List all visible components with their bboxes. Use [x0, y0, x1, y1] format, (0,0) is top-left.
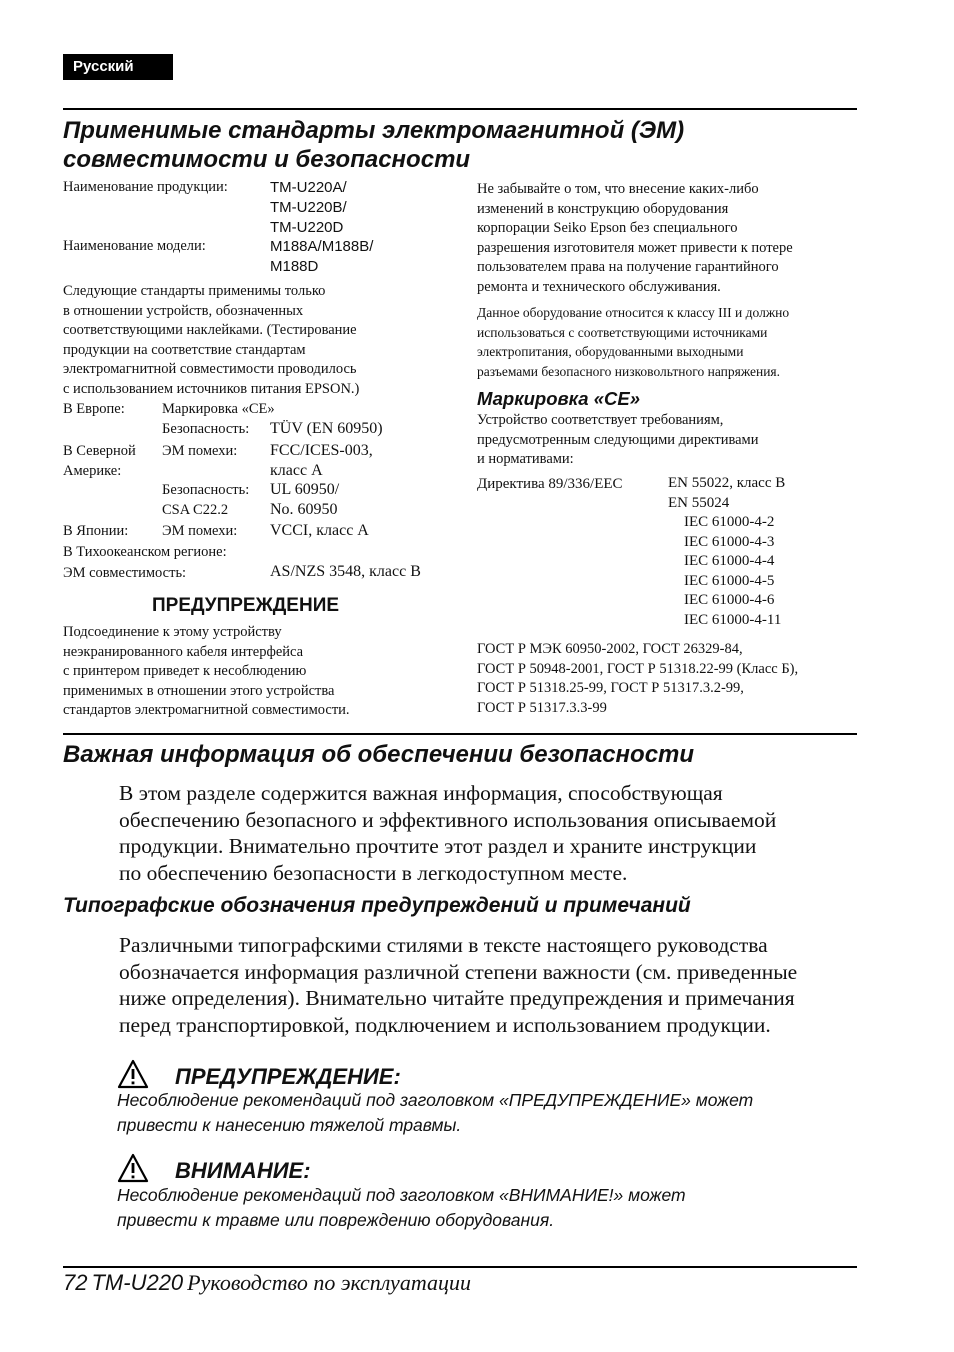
paragraph-line: изменений в конструкцию оборудования: [477, 200, 729, 217]
paragraph-line: Устройство соответствует требованиям,: [477, 412, 724, 428]
section-title-conventions: Типографские обозначения предупреждений и примечаний: [63, 894, 691, 917]
standard-item: IEC 61000-4-4: [684, 553, 775, 569]
product-label: Наименование продукции:: [63, 179, 228, 195]
paragraph-line: применимых в отношении этого устройства: [63, 682, 335, 699]
standard-item: EN 55024: [668, 494, 730, 511]
paragraph-line: привести к нанесению тяжелой травмы.: [117, 1115, 462, 1135]
model-label: Наименование модели:: [63, 238, 206, 254]
standard-item: IEC 61000-4-5: [684, 572, 775, 589]
paragraph-line: и нормативами:: [477, 451, 574, 467]
language-tag: Русский: [63, 54, 173, 80]
ce-mark-label: Маркировка «CE»: [162, 401, 275, 417]
class-note: [477, 303, 872, 381]
section-rule: [63, 733, 857, 735]
section-title-safety: Важная информация об обеспечении безопасности: [63, 741, 695, 768]
caution-notice-title: ВНИМАНИЕ:: [175, 1158, 311, 1183]
paragraph-line: В этом разделе содержится важная информация, способствующая: [119, 781, 723, 805]
paragraph-line: разрешения изготовителя может привести к потере: [477, 239, 793, 256]
model-value: M188A/M188B/: [270, 238, 374, 255]
warning-triangle-icon: [117, 1153, 149, 1183]
safety-label-line: Безопасность:: [162, 482, 250, 498]
safety-label: [162, 481, 249, 520]
paragraph-line: неэкранированного кабеля интерфейса: [63, 643, 304, 660]
warning-text: [63, 623, 463, 721]
region-line: В Северной: [63, 443, 136, 459]
gost-line: ГОСТ Р 51318.25-99, ГОСТ Р 51317.3.2-99,: [477, 680, 744, 696]
paragraph-line: Несоблюдение рекомендаций под заголовком «ПРЕДУПРЕЖДЕНИЕ» может: [117, 1090, 754, 1110]
paragraph-line: перед транспортировкой, подключением и использованием продукции.: [119, 1012, 771, 1037]
footer-model: TM-U220: [91, 1270, 184, 1295]
conventions-intro: [119, 932, 859, 1038]
gost-line: ГОСТ Р МЭК 60950-2002, ГОСТ 26329-84,: [477, 641, 743, 657]
top-rule: [63, 108, 857, 110]
region-north-america: [63, 442, 136, 481]
paragraph-line: с принтером приведет к несоблюдению: [63, 663, 307, 679]
warning-triangle-icon: [117, 1059, 149, 1089]
page-footer: [63, 1270, 471, 1296]
gost-line: ГОСТ Р 50948-2001, ГОСТ Р 51318.22-99 (Класс Б),: [477, 660, 799, 677]
section-title-standards: [63, 116, 863, 174]
ce-heading: Маркировка «CE»: [477, 388, 640, 409]
ce-intro: [477, 411, 867, 470]
safety-value: [270, 480, 339, 520]
paragraph-line: Подсоединение к этому устройству: [63, 624, 282, 640]
paragraph-line: стандартов электромагнитной совместимости.: [63, 702, 350, 718]
product-value: TM-U220B/: [270, 199, 347, 216]
safety-label: Безопасность:: [162, 421, 250, 437]
product-value: TM-U220D: [270, 219, 344, 236]
paragraph-line: пользователем права на получение гарантийного: [477, 259, 779, 275]
emi-value: VCCI, класс А: [270, 522, 369, 539]
warning-notice-title: ПРЕДУПРЕЖДЕНИЕ:: [175, 1064, 401, 1089]
emc-label: ЭМ совместимость:: [63, 565, 187, 581]
model-values: [270, 237, 373, 277]
safety-value-line: UL 60950/: [270, 481, 340, 498]
model-value: M188D: [270, 258, 319, 275]
paragraph-line: по обеспечению безопасности в легкодоступном месте.: [119, 860, 628, 885]
paragraph-line: Несоблюдение рекомендаций под заголовком «ВНИМАНИЕ!» может: [117, 1185, 686, 1205]
section-title-line-1: Применимые стандарты электромагнитной (ЭМ): [63, 117, 685, 144]
safety-label-line: CSA C22.2: [162, 501, 229, 518]
caution-notice-text: [117, 1183, 857, 1233]
safety-value: TÜV (EN 60950): [270, 420, 383, 437]
paragraph-line: продукции. Внимательно прочтите этот раздел и храните инструкции: [119, 834, 757, 858]
paragraph-line: привести к травме или повреждению оборудования.: [117, 1210, 555, 1230]
paragraph-line: Следующие стандарты применимы только: [63, 283, 326, 299]
paragraph-line: электропитания, оборудованными выходными: [477, 344, 744, 359]
paragraph-line: Не забывайте о том, что внесение каких-либо: [477, 181, 759, 197]
footer-rule: [63, 1266, 857, 1268]
paragraph-line: соответствующими наклейками. (Тестирование: [63, 322, 357, 338]
standard-item: IEC 61000-4-6: [684, 592, 775, 608]
paragraph-line: продукции на соответствие стандартам: [63, 341, 306, 358]
gost-line: ГОСТ Р 51317.3.3-99: [477, 699, 607, 716]
safety-intro: [119, 780, 859, 886]
region-europe: В Европе:: [63, 401, 125, 417]
emi-value: [270, 441, 373, 481]
gost-list: [477, 640, 862, 718]
emi-label: ЭМ помехи:: [162, 523, 238, 539]
modification-note: [477, 180, 867, 297]
paragraph-line: ремонта и технического обслуживания.: [477, 278, 721, 295]
region-line: Америке:: [63, 462, 122, 479]
safety-value-line: No. 60950: [270, 501, 338, 518]
emi-value-line: класс А: [270, 462, 323, 479]
paragraph-line: в отношении устройств, обозначенных: [63, 302, 304, 319]
paragraph-line: обозначается информация различной степени важности (см. приведенные: [119, 959, 798, 984]
paragraph-line: обеспечению безопасного и эффективного использования описываемой: [119, 807, 777, 832]
region-japan: В Японии:: [63, 523, 129, 539]
standard-item: IEC 61000-4-2: [684, 514, 775, 530]
warning-heading: ПРЕДУПРЕЖДЕНИЕ: [152, 595, 340, 616]
standards-intro: [63, 282, 463, 399]
paragraph-line: использоваться с соответствующими источниками: [477, 324, 768, 340]
emc-value: AS/NZS 3548, класс В: [270, 563, 421, 580]
paragraph-line: ниже определения). Внимательно читайте предупреждения и примечания: [119, 986, 795, 1010]
standard-item: EN 55022, класс B: [668, 475, 786, 491]
directive-label: Директива 89/336/EEC: [477, 476, 623, 492]
product-value: TM-U220A/: [270, 179, 347, 196]
emi-value-line: FCC/ICES-003,: [270, 442, 373, 459]
standard-item: IEC 61000-4-11: [684, 611, 782, 628]
paragraph-line: Данное оборудование относится к классу III и должно: [477, 305, 790, 320]
emi-label: ЭМ помехи:: [162, 443, 238, 459]
paragraph-line: предусмотренным следующими директивами: [477, 431, 759, 448]
standard-item: IEC 61000-4-3: [684, 533, 775, 550]
directive-values: [668, 474, 785, 630]
footer-manual-title: Руководство по эксплуатации: [187, 1270, 471, 1295]
paragraph-line: Различными типографскими стилями в тексте настоящего руководства: [119, 933, 768, 957]
section-title-line-2: совместимости и безопасности: [63, 146, 471, 173]
product-values: [270, 178, 347, 238]
paragraph-line: электромагнитной совместимости проводилось: [63, 361, 357, 377]
page-number: 72: [63, 1270, 88, 1295]
paragraph-line: разъемами безопасного низковольтного напряжения.: [477, 363, 780, 379]
paragraph-line: корпорации Seiko Epson без специального: [477, 220, 738, 236]
region-pacific: В Тихоокеанском регионе:: [63, 544, 227, 560]
warning-notice-text: [117, 1088, 857, 1138]
paragraph-line: с использованием источников питания EPSON.): [63, 380, 360, 397]
